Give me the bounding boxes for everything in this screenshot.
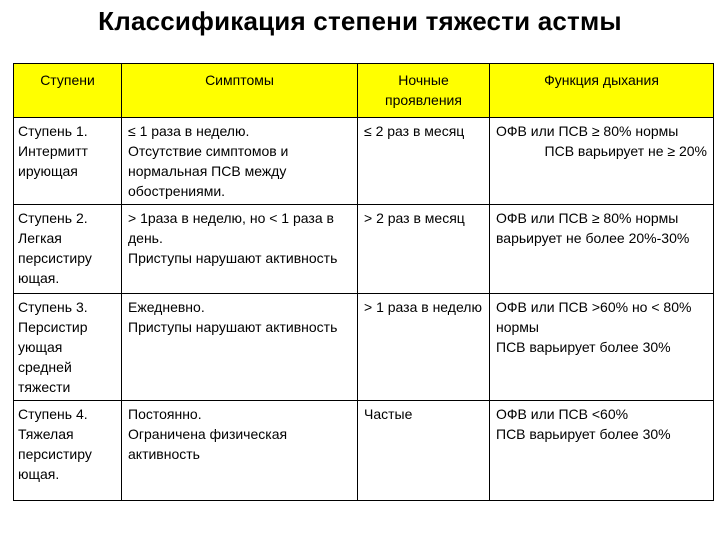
function-line: ОФВ или ПСВ ≥ 80% нормы варьирует не более 20%-30% — [496, 210, 690, 246]
night-cell — [358, 205, 490, 294]
table-row — [14, 294, 714, 401]
step-line: ющая. — [18, 466, 60, 482]
function-line: ПСВ варьирует более 30% — [496, 339, 671, 355]
function-line: ОФВ или ПСВ <60% — [496, 406, 629, 422]
night-line: Частые — [364, 406, 413, 422]
symptoms-line: Отсутствие симптомов и нормальная ПСВ между обострениями. — [128, 143, 289, 199]
step-cell — [14, 294, 122, 401]
symptoms-cell — [122, 118, 358, 205]
function-cell — [490, 205, 714, 294]
function-line: ОФВ или ПСВ >60% но < 80% нормы — [496, 299, 692, 335]
function-cell — [490, 294, 714, 401]
step-line: ирующая — [18, 163, 78, 179]
night-cell — [358, 401, 490, 501]
step-cell — [14, 205, 122, 294]
step-line: тяжести — [18, 379, 71, 395]
function-line: ПСВ варьирует не ≥ 20% — [544, 143, 707, 159]
step-line: ющая. — [18, 270, 60, 286]
symptoms-line: Приступы нарушают активность — [128, 319, 338, 335]
symptoms-line: Ограничена физическая активность — [128, 426, 288, 462]
step-line: Интермитт — [18, 143, 88, 159]
asthma-severity-table — [13, 63, 714, 501]
symptoms-line: Приступы нарушают активность — [128, 250, 338, 266]
header-function: Функция дыхания — [490, 64, 714, 118]
step-line: Ступень 2. — [18, 210, 88, 226]
step-line: персистиру — [18, 250, 92, 266]
function-line: ОФВ или ПСВ ≥ 80% нормы — [496, 123, 679, 139]
night-line: ≤ 2 раз в месяц — [364, 123, 465, 139]
symptoms-line: Ежедневно. — [128, 299, 205, 315]
night-cell — [358, 118, 490, 205]
function-line: ПСВ варьирует более 30% — [496, 426, 671, 442]
step-line: Ступень 3. — [18, 299, 88, 315]
symptoms-cell — [122, 205, 358, 294]
table-row — [14, 401, 714, 501]
table-header-row — [14, 64, 714, 118]
step-line: ующая — [18, 339, 63, 355]
step-line: Легкая — [18, 230, 62, 246]
night-line: > 1 раза в неделю — [364, 299, 482, 315]
table-row — [14, 205, 714, 294]
page-title: Классификация степени тяжести астмы — [98, 6, 622, 36]
function-cell — [490, 118, 714, 205]
header-symptoms: Симптомы — [122, 64, 358, 118]
header-night: Ночные проявления — [358, 64, 490, 118]
night-line: > 2 раз в месяц — [364, 210, 465, 226]
symptoms-line: Постоянно. — [128, 406, 202, 422]
symptoms-cell — [122, 401, 358, 501]
step-line: Тяжелая — [18, 426, 74, 442]
symptoms-line: > 1раза в неделю, но < 1 раза в день. — [128, 210, 334, 246]
step-line: средней — [18, 359, 72, 375]
step-line: Персистир — [18, 319, 88, 335]
step-line: персистиру — [18, 446, 92, 462]
symptoms-line: ≤ 1 раза в неделю. — [128, 123, 250, 139]
step-cell — [14, 401, 122, 501]
step-line: Ступень 1. — [18, 123, 88, 139]
header-steps: Ступени — [14, 64, 122, 118]
night-cell — [358, 294, 490, 401]
step-line: Ступень 4. — [18, 406, 88, 422]
symptoms-cell — [122, 294, 358, 401]
function-cell — [490, 401, 714, 501]
table-row — [14, 118, 714, 205]
step-cell — [14, 118, 122, 205]
